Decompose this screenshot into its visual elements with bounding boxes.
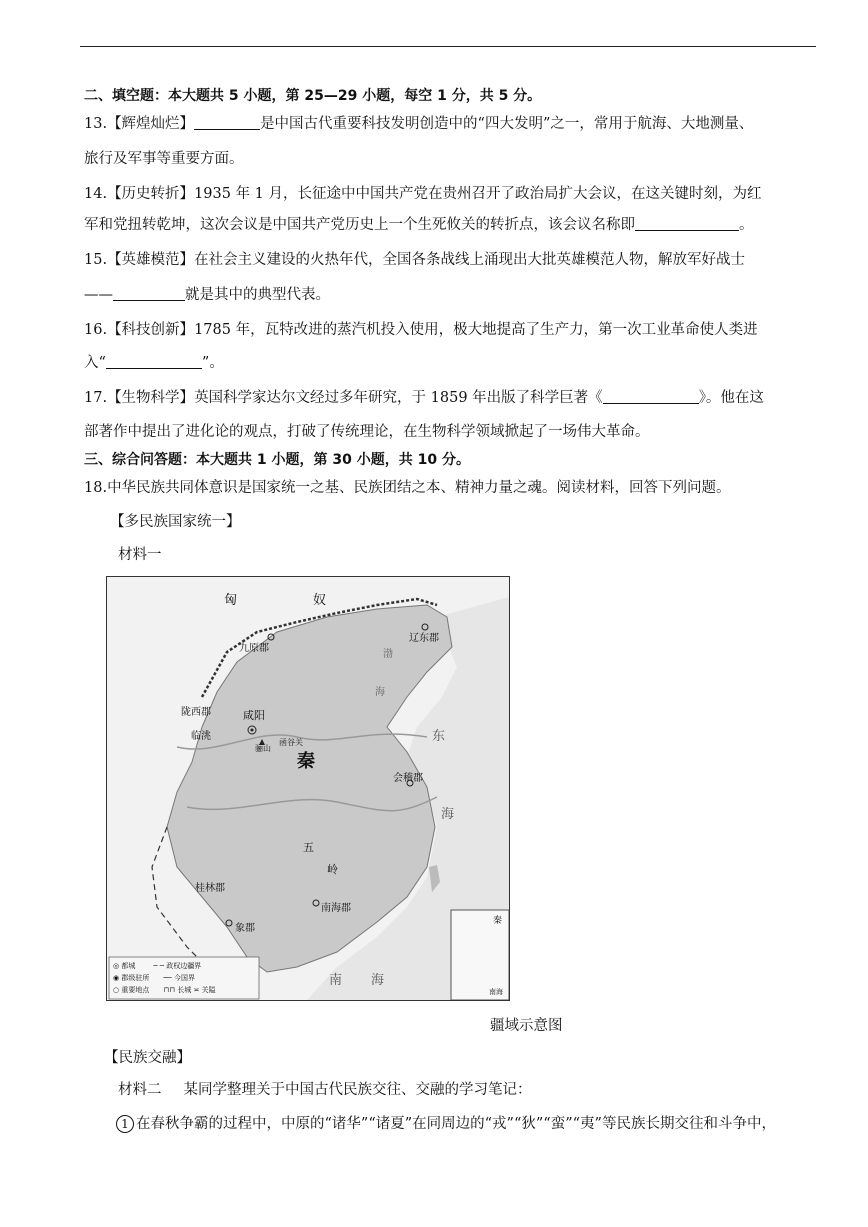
answer-blank[interactable] xyxy=(635,216,739,231)
question-tag: 【历史转折】 xyxy=(107,186,195,202)
question-text: —— xyxy=(84,287,113,303)
map-label-bohai-2: 海 xyxy=(375,687,385,698)
material-2-text: 某同学整理关于中国古代民族交往、交融的学习笔记： xyxy=(183,1082,532,1098)
question-number: 13. xyxy=(84,116,108,132)
legend-place: 重要地点 xyxy=(121,986,150,994)
map-svg xyxy=(107,577,509,1000)
map-label-guilin: 桂林郡 xyxy=(195,883,225,894)
question-15-line-2 xyxy=(84,285,820,305)
question-number: 14. xyxy=(84,186,108,202)
section-3-heading: 三、综合问答题：本大题共 1 小题，第 30 小题，共 10 分。 xyxy=(84,452,470,468)
question-18-line xyxy=(84,478,820,498)
question-tag: 【英雄模范】 xyxy=(107,252,195,268)
question-15-line-1 xyxy=(84,250,820,270)
question-13-line-2: 旅行及军事等重要方面。 xyxy=(84,151,244,167)
question-text: 中华民族共同体意识是国家统一之基、民族团结之本、精神力量之魂。阅读材料，回答下列问题。 xyxy=(107,480,731,496)
header-rule xyxy=(80,46,816,47)
map-label-xianyang: 咸阳 xyxy=(243,709,265,722)
material-1-label: 材料一 xyxy=(118,547,162,563)
answer-blank[interactable] xyxy=(194,115,260,130)
question-17-line-1 xyxy=(84,388,820,408)
map-legend: ◎ 都城 ─ ─ 政权边疆界 ◉ 郡级驻所 ── 今国界 ○ 重要地点 ⊓⊓ 长城 ≍ 关隘 xyxy=(113,962,216,994)
question-16-line-2 xyxy=(84,353,820,373)
subheading-unification: 【多民族国家统一】 xyxy=(110,514,241,530)
map-label-south-sea-2: 海 xyxy=(371,973,385,988)
map-inset-bottom-label: 南海 xyxy=(489,988,503,996)
map-caption: 疆域示意图 xyxy=(490,1018,563,1034)
question-number: 18. xyxy=(84,480,108,496)
map-label-donghai-1: 东 xyxy=(432,729,446,744)
question-text: 1935 年 1 月，长征途中中国共产党在贵州召开了政治局扩大会议，在这关键时刻，为红 xyxy=(194,186,762,202)
answer-blank[interactable] xyxy=(113,286,185,301)
map-label-lishan: 骊山 xyxy=(255,744,271,753)
question-17-line-2: 部著作中提出了进化论的观点，打破了传统理论，在生物科学领域掀起了一场伟大革命。 xyxy=(84,424,650,440)
legend-modern-border: 今国界 xyxy=(174,974,195,982)
question-text: 》。他在这 xyxy=(698,390,764,406)
map-label-jiuyuan: 九原郡 xyxy=(239,643,269,654)
question-text: 1785 年，瓦特改进的蒸汽机投入使用，极大地提高了生产力，第一次工业革命使人类进 xyxy=(194,322,758,338)
question-text: ”。 xyxy=(201,355,224,371)
map-label-south-sea-1: 南 xyxy=(329,973,343,988)
answer-blank[interactable] xyxy=(106,354,202,369)
question-16-line-1 xyxy=(84,320,820,340)
map-label-wuling-2: 岭 xyxy=(327,863,338,876)
material-2-line xyxy=(118,1080,854,1100)
legend-great-wall: 长城 xyxy=(177,986,192,994)
map-label-liaodong: 辽东郡 xyxy=(409,633,439,644)
qin-territory-map xyxy=(106,576,510,1001)
map-label-kuaiji: 会稽郡 xyxy=(393,773,423,784)
section-2-heading: 二、填空题：本大题共 5 小题，第 25—29 小题，每空 1 分，共 5 分。 xyxy=(84,88,542,104)
question-text: 入“ xyxy=(84,355,106,371)
question-text: 。 xyxy=(739,217,754,233)
map-label-longxi: 陇西郡 xyxy=(181,707,211,718)
question-text: 在社会主义建设的火热年代，全国各条战线上涌现出大批英雄模范人物，解放军好战士 xyxy=(194,252,746,268)
question-number: 15. xyxy=(84,252,108,268)
note-number-circle: 1 xyxy=(116,1115,134,1133)
map-label-nanhai-commandery: 南海郡 xyxy=(321,903,351,914)
map-label-xiongnu-2: 奴 xyxy=(313,593,327,608)
map-label-xiongnu-1: 匈 xyxy=(224,593,238,608)
question-text: 英国科学家达尔文经过多年研究，于 1859 年出版了科学巨著《 xyxy=(194,390,603,406)
question-14-line-1 xyxy=(84,184,820,204)
map-label-hangu: 函谷关 xyxy=(279,738,303,747)
question-text: 军和党扭转乾坤，这次会议是中国共产党历史上一个生死攸关的转折点，该会议名称即 xyxy=(84,217,635,233)
question-tag: 【生物科学】 xyxy=(107,390,195,406)
answer-blank[interactable] xyxy=(603,389,699,404)
legend-commandery: 郡级驻所 xyxy=(121,974,150,982)
question-tag: 【科技创新】 xyxy=(107,322,195,338)
map-label-qin: 秦 xyxy=(297,751,315,772)
question-14-line-2 xyxy=(84,215,820,235)
question-13-line-1 xyxy=(84,114,820,134)
legend-border: 政权边疆界 xyxy=(166,962,202,970)
map-inset-label: 秦 xyxy=(493,916,503,926)
subheading-ethnic-integration: 【民族交融】 xyxy=(104,1050,191,1066)
map-label-bohai-1: 渤 xyxy=(383,649,393,660)
legend-pass: 关隘 xyxy=(201,986,216,994)
question-number: 17. xyxy=(84,390,108,406)
map-label-donghai-2: 海 xyxy=(441,807,455,822)
question-text: 就是其中的典型代表。 xyxy=(185,287,330,303)
question-tag: 【辉煌灿烂】 xyxy=(107,116,195,132)
map-label-wuling-1: 五 xyxy=(303,841,314,854)
question-text: 是中国古代重要科技发明创造中的“四大发明”之一，常用于航海、大地测量、 xyxy=(260,116,754,132)
material-2-label: 材料二 xyxy=(118,1082,162,1098)
legend-capital: 都城 xyxy=(121,962,136,970)
map-label-lintao: 临洮 xyxy=(191,731,211,742)
note-1-text: 在春秋争霸的过程中，中原的“诸华”“诸夏”在同周边的“戎”“狄”“蛮”“夷”等民族长期交往和斗争中， xyxy=(136,1116,776,1132)
question-number: 16. xyxy=(84,322,108,338)
map-label-xiangjun: 象郡 xyxy=(235,923,255,934)
note-1-line xyxy=(116,1114,852,1134)
